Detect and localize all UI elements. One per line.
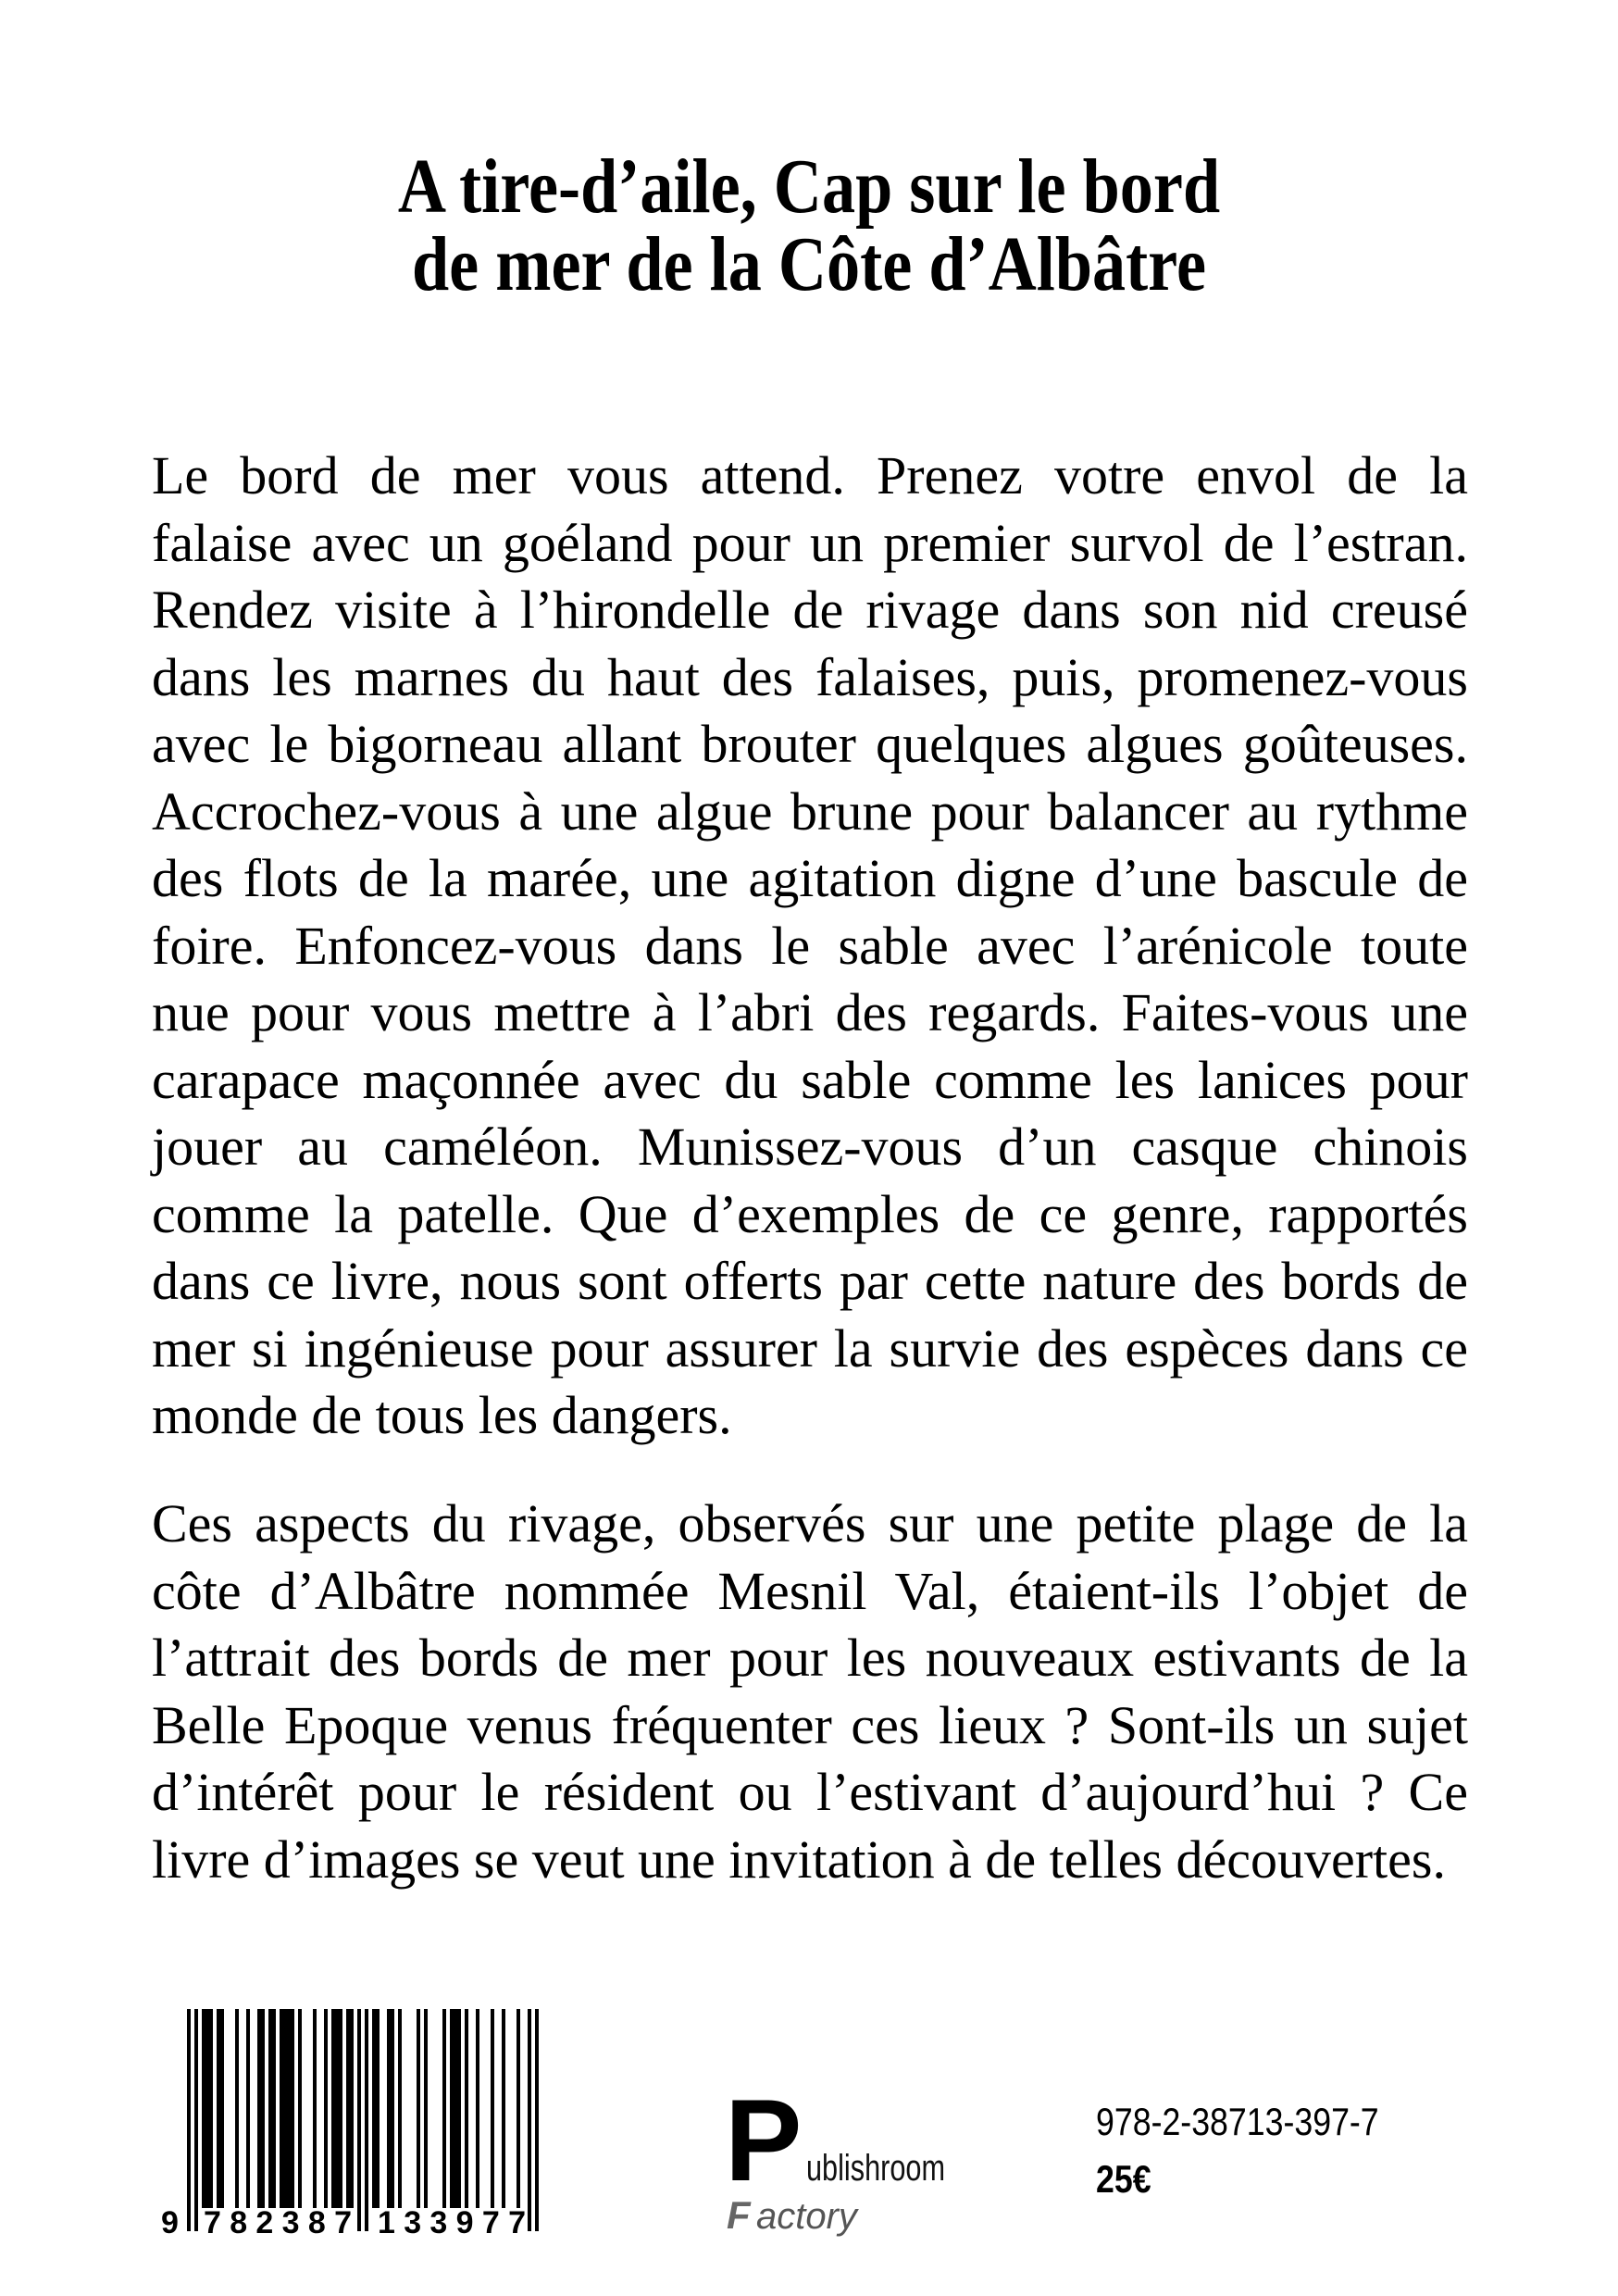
barcode-digits: 9: [161, 2205, 179, 2240]
text-line-content: dans les marnes du haut des falaises, puis, promenez-vous: [152, 646, 1468, 707]
text-line-content: d’intérêt pour le résident ou l’estivant d’aujourd’hui ? Ce: [152, 1762, 1468, 1822]
book-title: [0, 144, 1618, 307]
barcode-bar: [339, 2009, 342, 2208]
barcode-bar: [194, 2009, 198, 2231]
text-line: [152, 510, 1468, 578]
synopsis-paragraph-1: [152, 443, 1468, 1450]
barcode-bar: [376, 2009, 380, 2208]
barcode-bar: [261, 2009, 265, 2208]
text-line-content: foire. Enfoncez-vous dans le sable avec l’arénicole toute: [152, 915, 1468, 976]
text-line: [152, 980, 1468, 1047]
barcode-bar: [257, 2009, 261, 2208]
barcode-bar: [272, 2009, 276, 2208]
barcode-bar: [283, 2009, 287, 2208]
barcode-bar: [205, 2009, 209, 2208]
barcode-bar: [346, 2009, 350, 2208]
barcode-bar: [220, 2009, 224, 2208]
barcode-bar: [502, 2009, 505, 2208]
barcode-bar: [424, 2009, 428, 2208]
barcode-bar: [287, 2009, 291, 2208]
text-line: [152, 1047, 1468, 1115]
text-line-content: livre d’images se veut une invitation à de telles découvertes.: [152, 1828, 1446, 1890]
isbn-barcode: [159, 2000, 548, 2240]
text-line: [152, 1316, 1468, 1383]
text-line: [152, 443, 1468, 510]
text-line-content: côte d’Albâtre nommée Mesnil Val, étaient-ils l’objet de: [152, 1560, 1468, 1621]
text-line-content: comme la patelle. Que d’exemples de ce genre, rapportés: [152, 1183, 1468, 1244]
text-line: [152, 845, 1468, 913]
barcode-bar: [202, 2009, 205, 2208]
barcode-bar: [298, 2009, 302, 2208]
text-line: [152, 577, 1468, 644]
text-line-content: Belle Epoque venus fréquenter ces lieux ? Sont-ils un sujet: [152, 1694, 1468, 1755]
barcode-bar: [187, 2009, 191, 2231]
text-line: [152, 1491, 1468, 1558]
barcode-bar: [442, 2009, 446, 2208]
title-line: de mer de la Côte d’Albâtre: [411, 221, 1207, 307]
barcode-bar: [331, 2009, 335, 2208]
text-line-content: Ces aspects du rivage, observés sur une petite plage de la: [152, 1493, 1468, 1554]
text-line: [152, 1558, 1468, 1626]
barcode-bar: [217, 2009, 220, 2208]
barcode-bar: [209, 2009, 213, 2208]
text-line: [152, 711, 1468, 779]
barcode-bar: [335, 2009, 339, 2208]
text-line-content: jouer au caméléon. Munissez-vous d’un casque chinois: [152, 1117, 1468, 1177]
logo-word-factory: actory: [756, 2196, 857, 2237]
text-line-content: falaise avec un goéland pour un premier survol de l’estran.: [152, 512, 1468, 573]
text-line: [152, 1181, 1468, 1249]
barcode-bar: [391, 2009, 394, 2208]
barcode-bar: [517, 2009, 520, 2208]
barcode-bar: [365, 2009, 368, 2231]
barcode-bar: [398, 2009, 402, 2208]
barcode-bar: [235, 2009, 239, 2208]
logo-letter-f: F: [727, 2193, 751, 2237]
barcode-bar: [268, 2009, 272, 2208]
barcode-bar: [387, 2009, 391, 2208]
text-line-content: des flots de la marée, une agitation digne d’une bascule de: [152, 848, 1468, 908]
text-line: [152, 913, 1468, 980]
text-line: [152, 1114, 1468, 1181]
barcode-bar: [491, 2009, 494, 2208]
barcode-bar: [454, 2009, 457, 2208]
text-line-content: carapace maçonnée avec du sable comme les lanices pour: [152, 1049, 1468, 1110]
text-line: [152, 1382, 1468, 1450]
barcode-bar: [476, 2009, 479, 2208]
synopsis-paragraph-2: [152, 1491, 1468, 1893]
text-line: [152, 1692, 1468, 1760]
barcode-bar: [280, 2009, 283, 2208]
barcode-digits: 782387: [204, 2205, 352, 2240]
barcode-bar: [528, 2009, 531, 2231]
barcode-bar: [357, 2009, 361, 2231]
text-line: [152, 644, 1468, 712]
barcode-bar: [313, 2009, 317, 2208]
barcode-bar: [535, 2009, 539, 2231]
text-line-content: dans ce livre, nous sont offerts par cette nature des bords de: [152, 1251, 1468, 1311]
text-line-content: monde de tous les dangers.: [152, 1385, 732, 1445]
barcode-bar: [465, 2009, 468, 2208]
text-line: [152, 1827, 1468, 1894]
isbn-number: 978-2-38713-397-7: [1096, 2100, 1379, 2143]
text-line-content: Rendez visite à l’hirondelle de rivage dans son nid creusé: [152, 580, 1468, 640]
barcode-bar: [417, 2009, 420, 2208]
text-line: [152, 779, 1468, 846]
barcode-bar: [324, 2009, 328, 2208]
logo-word-publishroom: ublishroom: [806, 2148, 945, 2189]
publishroom-factory-logo: [725, 2078, 956, 2240]
barcode-bar: [457, 2009, 461, 2208]
text-line-content: l’attrait des bords de mer pour les nouveaux estivants de la: [152, 1628, 1468, 1688]
text-line-content: Accrochez-vous à une algue brune pour balancer au rythme: [152, 780, 1468, 842]
barcode-bar: [372, 2009, 376, 2208]
text-line-content: Le bord de mer vous attend. Prenez votre envol de la: [152, 445, 1468, 505]
price: 25€: [1096, 2157, 1151, 2201]
text-line: [152, 1759, 1468, 1827]
barcode-bar: [291, 2009, 294, 2208]
barcode-bar: [246, 2009, 250, 2208]
title-line: A tire-d’aile, Cap sur le bord: [397, 144, 1221, 230]
text-line-content: avec le bigorneau allant brouter quelques algues goûteuses.: [152, 714, 1468, 774]
text-line: [152, 1248, 1468, 1316]
text-line-content: mer si ingénieuse pour assurer la survie des espèces dans ce: [152, 1317, 1468, 1379]
text-line-content: nue pour vous mettre à l’abri des regards. Faites-vous une: [152, 982, 1468, 1042]
text-line: [152, 1625, 1468, 1692]
barcode-bar: [450, 2009, 454, 2208]
barcode-digits: 133977: [378, 2205, 526, 2240]
barcode-bar: [350, 2009, 354, 2208]
logo-letter-p: P: [725, 2077, 803, 2205]
